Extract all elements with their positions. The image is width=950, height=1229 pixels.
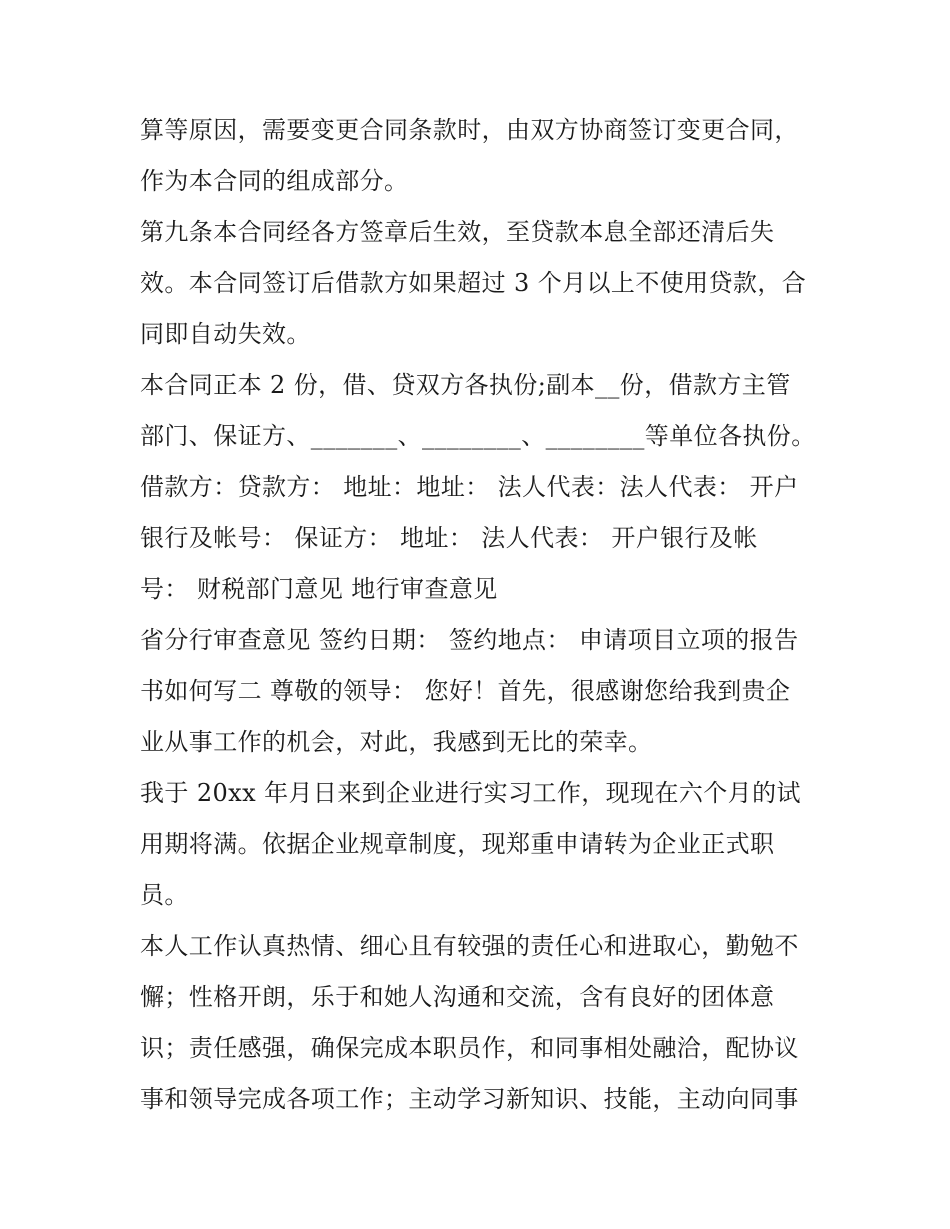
text-line: 本合同正本 2 份，借、贷双方各执份;副本__份，借款方主管 (140, 371, 791, 399)
text-line: 识；责任感强，确保完成本职员作，和同事相处融洽，配协议 (140, 1034, 799, 1062)
text-line: 懈；性格开朗，乐于和她人沟通和交流，含有良好的团体意 (140, 983, 775, 1011)
document-body (140, 105, 830, 1125)
text-line: 用期将满。依据企业规章制度，现郑重申请转为企业正式职 (140, 830, 775, 858)
text-line: 本人工作认真热情、细心且有较强的责任心和进取心，勤勉不 (140, 932, 799, 960)
text-line: 事和领导完成各项工作；主动学习新知识、技能，主动向同事 (140, 1085, 799, 1113)
text-line: 第九条本合同经各方签章后生效，至贷款本息全部还清后失 (140, 218, 775, 246)
text-line: 员。 (140, 881, 189, 909)
text-line: 号： 财税部门意见 地行审查意见 (140, 575, 498, 603)
text-line: 书如何写二 尊敬的领导： 您好！首先，很感谢您给我到贵企 (140, 677, 791, 705)
text-line: 算等原因，需要变更合同条款时，由双方协商签订变更合同， (140, 116, 799, 144)
text-line: 银行及帐号： 保证方： 地址： 法人代表： 开户银行及帐 (140, 524, 758, 552)
text-line: 部门、保证方、_______、________、________等单位各执份。 (140, 422, 816, 450)
text-line: 借款方：贷款方： 地址：地址： 法人代表：法人代表： 开户 (140, 473, 799, 501)
text-line: 业从事工作的机会，对此，我感到无比的荣幸。 (140, 728, 653, 756)
text-line: 效。本合同签订后借款方如果超过 3 个月以上不使用贷款，合 (140, 269, 807, 297)
text-line: 作为本合同的组成部分。 (140, 167, 409, 195)
text-line: 我于 20xx 年月日来到企业进行实习工作，现现在六个月的试 (140, 779, 801, 807)
text-line: 省分行审查意见 签约日期： 签约地点： 申请项目立项的报告 (140, 626, 799, 654)
text-line: 同即自动失效。 (140, 320, 311, 348)
